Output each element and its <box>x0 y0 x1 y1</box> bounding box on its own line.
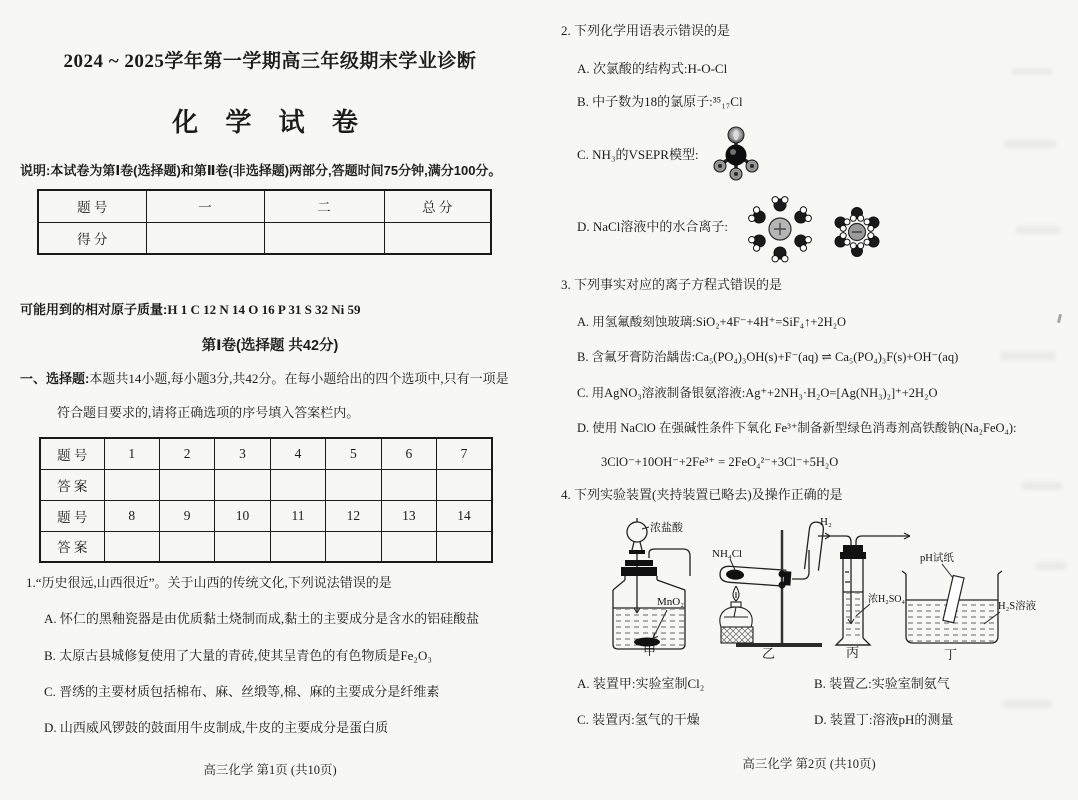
scan-artifact <box>1000 352 1056 360</box>
score-header-cell: 题 号 <box>38 190 146 222</box>
answer-blank-cell <box>326 469 381 500</box>
yi-apparatus-label: 乙 <box>762 646 776 659</box>
score-blank-cell <box>264 222 384 254</box>
selection-note-line2: 符合题目要求的,请将正确选项的序号填入答案栏内。 <box>57 405 360 420</box>
answer-blank-cell <box>326 531 381 562</box>
q1-option-b: B. 太原古县城修复使用了大量的青砖,使其呈青色的有色物质是Fe₂O₃ <box>44 648 432 663</box>
ding-solution-label: H₂S溶液 <box>998 601 1037 612</box>
answer-blank-cell <box>437 531 492 562</box>
scan-artifact <box>1004 140 1056 148</box>
score-label-cell: 得 分 <box>38 222 146 254</box>
answer-table-row <box>40 531 492 562</box>
q1-stem: 1.“历史很远,山西很近”。关于山西的传统文化,下列说法错误的是 <box>26 575 392 590</box>
jia-acid-label: 浓盐酸 <box>650 522 683 534</box>
atomic-mass-line <box>20 299 361 318</box>
jia-solid-label: MnO₂ <box>657 596 685 608</box>
q2-option-c-label: C. NH₃的VSEPR模型: <box>577 147 699 162</box>
answer-table-cell: 7 <box>437 438 492 469</box>
answer-blank-cell <box>104 469 159 500</box>
q4-option-d: D. 装置丁:溶液pH的测量 <box>814 712 954 727</box>
q3-option-d-line2: 3ClO⁻+10OH⁻+2Fe³⁺ = 2FeO₄²⁻+3Cl⁻+5H₂O <box>601 455 839 469</box>
q3-option-c: C. 用AgNO₃溶液制备银氨溶液:Ag⁺+2NH₃·H₂O=[Ag(NH₃)₂]⁺+2H₂O <box>577 386 938 400</box>
bing-gas-label: H₂ <box>820 516 832 528</box>
answer-table-cell: 14 <box>437 500 492 531</box>
score-table <box>37 189 492 255</box>
scan-artifact <box>1036 562 1066 570</box>
answer-table-row <box>40 500 492 531</box>
answer-blank-cell <box>215 531 270 562</box>
answer-blank-cell <box>104 531 159 562</box>
answer-table <box>39 437 493 563</box>
q2-stem: 2. 下列化学用语表示错误的是 <box>561 23 731 38</box>
ding-paper-label: pH试纸 <box>920 553 954 564</box>
answer-table-cell: 11 <box>270 500 325 531</box>
answer-table-row <box>40 438 492 469</box>
answer-table-cell: 13 <box>381 500 436 531</box>
q4-stem: 4. 下列实验装置(夹持装置已略去)及操作正确的是 <box>561 487 843 502</box>
apparatus-ding-beaker <box>898 548 1048 660</box>
score-header-cell: 二 <box>264 190 384 222</box>
q1-option-d: D. 山西威风锣鼓的鼓面用牛皮制成,牛皮的主要成分是蛋白质 <box>44 720 389 735</box>
atomic-mass-label: 可能用到的相对原子质量: <box>20 302 168 317</box>
q2-option-a: A. 次氯酸的结构式:H-O-Cl <box>577 61 728 76</box>
q4-option-a: A. 装置甲:实验室制Cl₂ <box>577 676 705 691</box>
answer-table-cell: 3 <box>215 438 270 469</box>
exam-instructions: 说明:本试卷为第Ⅰ卷(选择题)和第Ⅱ卷(非选择题)两部分,答题时间75分钟,满分100分。 <box>20 163 502 178</box>
scan-artifact <box>1002 700 1052 708</box>
q1-option-a: A. 怀仁的黑釉瓷器是由优质黏土烧制而成,黏土的主要成分是含水的铝硅酸盐 <box>44 611 480 626</box>
score-header-cell: 一 <box>146 190 264 222</box>
answer-blank-cell <box>270 531 325 562</box>
page2-footer: 高三化学 第2页 (共10页) <box>742 757 876 771</box>
scan-artifact <box>1022 482 1062 490</box>
answer-blank-cell <box>215 469 270 500</box>
hydrated-cation-model-icon <box>744 196 816 264</box>
answer-table-cell: 1 <box>104 438 159 469</box>
q4-option-c: C. 装置丙:氢气的干燥 <box>577 712 700 727</box>
answer-blank-cell <box>159 531 214 562</box>
bing-liquid-label: 浓H₂SO₄ <box>868 594 905 605</box>
q1-option-c: C. 晋绣的主要材质包括棉布、麻、丝缎等,棉、麻的主要成分是纤维素 <box>44 684 440 699</box>
answer-table-cell: 4 <box>270 438 325 469</box>
score-blank-cell <box>384 222 491 254</box>
selection-label: 一、选择题: <box>20 371 90 386</box>
scan-artifact <box>1057 314 1062 323</box>
selection-text: 本题共14小题,每小题3分,共42分。在每小题给出的四个选项中,只有一项是 <box>89 371 509 386</box>
q2-option-d-label: D. NaCl溶液中的水合离子: <box>577 219 728 234</box>
q3-option-d-line1: D. 使用 NaClO 在强碱性条件下氧化 Fe³⁺制备新型绿色消毒剂高铁酸钠(Na₂FeO₄): <box>577 421 1017 435</box>
section-1-title: 第Ⅰ卷(选择题 共42分) <box>201 338 339 354</box>
selection-note-line1 <box>20 371 509 388</box>
q3-option-b: B. 含氟牙膏防治龋齿:Ca₅(PO₄)₃OH(s)+F⁻(aq) ⇌ Ca₅(PO₄)₃F(s)+OH⁻(aq) <box>577 350 959 364</box>
score-table-header-row <box>38 190 491 222</box>
answer-table-cell: 6 <box>381 438 436 469</box>
answer-table-cell: 2 <box>159 438 214 469</box>
jia-apparatus-label: 甲 <box>643 643 657 656</box>
answer-table-cell: 10 <box>215 500 270 531</box>
answer-table-cell: 5 <box>326 438 381 469</box>
bing-apparatus-label: 丙 <box>846 645 860 658</box>
answer-table-row <box>40 469 492 500</box>
scan-artifact <box>1012 68 1052 75</box>
answer-table-cell: 9 <box>159 500 214 531</box>
exam-title: 2024 ~ 2025学年第一学期高三年级期末学业诊断 <box>63 51 477 72</box>
nh3-vsepr-model-icon <box>712 124 760 182</box>
answer-blank-cell <box>381 469 436 500</box>
hydrated-anion-model-icon <box>826 202 890 262</box>
scan-artifact <box>1016 226 1060 234</box>
answer-blank-cell <box>437 469 492 500</box>
page1-footer: 高三化学 第1页 (共10页) <box>203 763 337 777</box>
answer-table-cell: 8 <box>104 500 159 531</box>
subject-title: 化 学 试 卷 <box>172 107 368 137</box>
answer-table-cell: 题 号 <box>40 500 104 531</box>
score-header-cell: 总 分 <box>384 190 491 222</box>
q3-stem: 3. 下列事实对应的离子方程式错误的是 <box>561 277 783 292</box>
answer-table-cell: 答 案 <box>40 469 104 500</box>
answer-blank-cell <box>381 531 436 562</box>
q3-option-a: A. 用氢氟酸刻蚀玻璃:SiO₂+4F⁻+4H⁺=SiF₄↑+2H₂O <box>577 315 847 329</box>
ding-apparatus-label: 丁 <box>944 647 958 660</box>
q2-option-b: B. 中子数为18的氯原子:³⁵₁₇Cl <box>577 94 743 109</box>
answer-blank-cell <box>270 469 325 500</box>
atomic-mass-values: H 1 C 12 N 14 O 16 P 31 S 32 Ni 59 <box>167 302 361 317</box>
score-blank-cell <box>146 222 264 254</box>
apparatus-yi-heating-setup <box>688 514 828 659</box>
answer-table-cell: 题 号 <box>40 438 104 469</box>
answer-table-cell: 12 <box>326 500 381 531</box>
q4-option-b: B. 装置乙:实验室制氨气 <box>814 676 950 691</box>
answer-blank-cell <box>159 469 214 500</box>
answer-table-cell: 答 案 <box>40 531 104 562</box>
yi-solid-label: NH₄Cl <box>712 548 743 560</box>
score-table-score-row <box>38 222 491 254</box>
